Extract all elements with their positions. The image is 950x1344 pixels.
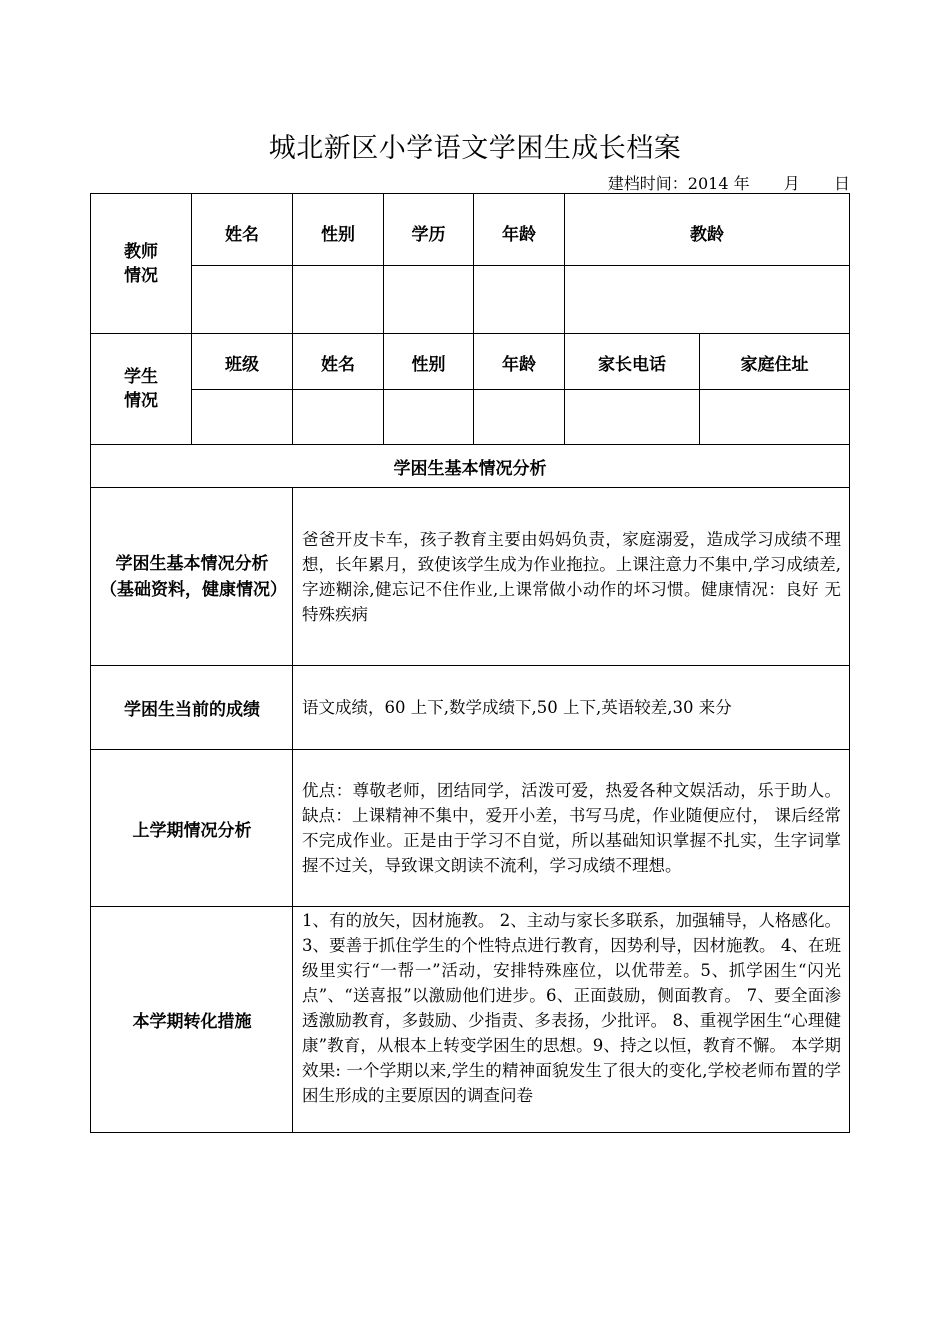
teacher-section-label: 教师 情况 <box>91 194 192 334</box>
last-semester-content: 优点：尊敬老师，团结同学，活泼可爱，热爱各种文娱活动，乐于助人。 缺点：上课精神不集中，爱开小差，书写马虎，作业随便应付， 课后经常不完成作业。正是由于学习不自觉，所以基础知识掌握不扎实，生字词掌握不过关，导致课文朗读不流利，学习成绩不理想。 <box>293 750 850 907</box>
archive-table <box>90 193 850 1133</box>
teacher-gender-cell[interactable] <box>293 266 384 334</box>
student-address-cell[interactable] <box>700 390 850 445</box>
teacher-header-age: 年龄 <box>474 194 565 266</box>
measures-label: 本学期转化措施 <box>91 907 293 1133</box>
record-date <box>608 171 850 194</box>
teacher-header-name: 姓名 <box>192 194 293 266</box>
teacher-age-cell[interactable] <box>474 266 565 334</box>
analysis-section-title: 学困生基本情况分析 <box>91 445 850 488</box>
basic-analysis-label: 学困生基本情况分析（基础资料，健康情况） <box>91 488 293 666</box>
student-header-parent-phone: 家长电话 <box>565 334 700 390</box>
teacher-header-gender: 性别 <box>293 194 384 266</box>
student-header-gender: 性别 <box>384 334 474 390</box>
student-age-cell[interactable] <box>474 390 565 445</box>
document-title: 城北新区小学语文学困生成长档案 <box>268 133 682 164</box>
student-class-cell[interactable] <box>192 390 293 445</box>
student-name-cell[interactable] <box>293 390 384 445</box>
teacher-years-cell[interactable] <box>565 266 850 334</box>
last-semester-label: 上学期情况分析 <box>91 750 293 907</box>
record-date-month: 月 <box>783 174 800 193</box>
student-header-class: 班级 <box>192 334 293 390</box>
record-date-day: 日 <box>833 174 850 193</box>
student-gender-cell[interactable] <box>384 390 474 445</box>
teacher-header-years: 教龄 <box>565 194 850 266</box>
current-grades-content: 语文成绩，60 上下,数学成绩下,50 上下,英语较差,30 来分 <box>293 666 850 750</box>
student-header-address: 家庭住址 <box>700 334 850 390</box>
record-date-label: 建档时间：2014 年 <box>607 174 750 193</box>
student-parent-phone-cell[interactable] <box>565 390 700 445</box>
teacher-education-cell[interactable] <box>384 266 474 334</box>
student-section-label: 学生 情况 <box>91 334 192 445</box>
teacher-name-cell[interactable] <box>192 266 293 334</box>
teacher-header-education: 学历 <box>384 194 474 266</box>
basic-analysis-content: 爸爸开皮卡车，孩子教育主要由妈妈负责，家庭溺爱，造成学习成绩不理想，长年累月，致使该学生成为作业拖拉。上课注意力不集中,学习成绩差,字迹糊涂,健忘记不住作业,上课常做小动作的坏习惯。健康情况：良好 无特殊疾病 <box>293 488 850 666</box>
student-header-age: 年龄 <box>474 334 565 390</box>
measures-content: 1、有的放矢，因材施教。 2、主动与家长多联系，加强辅导，人格感化。 3、要善于抓住学生的个性特点进行教育，因势利导，因材施教。 4、在班级里实行“一帮一”活动，安排特殊座位，以优带差。5、抓学困生“闪光点”、“送喜报”以激励他们进步。6、正面鼓励，侧面教育。 7、要全面渗透激励教育，多鼓励、少指责、多表扬，少批评。 8、重视学困生“心理健康”教育，从根本上转变学困生的思想。9、持之以恒，教育不懈。 本学期效果: 一个学期以来,学生的精神面貌发生了很大的变化,学校老师布置的学困生形成的主要原因的调查问卷 <box>293 907 850 1133</box>
current-grades-label: 学困生当前的成绩 <box>91 666 293 750</box>
student-header-name: 姓名 <box>293 334 384 390</box>
